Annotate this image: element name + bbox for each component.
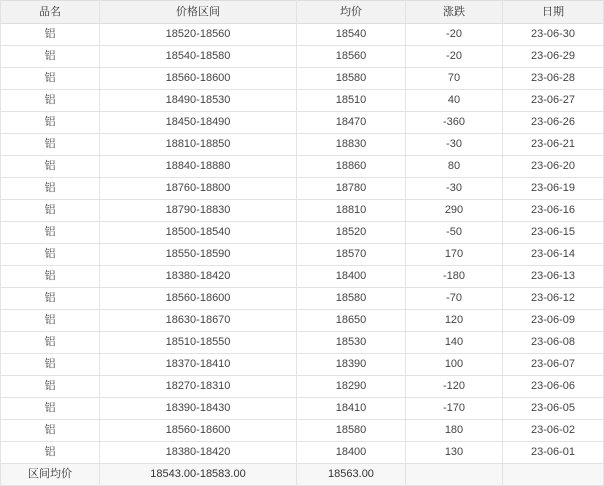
table-row xyxy=(1,244,604,266)
cell-date: 23-06-01 xyxy=(503,442,604,464)
cell-date: 23-06-30 xyxy=(503,24,604,46)
cell-avg: 18470 xyxy=(297,112,406,134)
cell-range: 18450-18490 xyxy=(100,112,297,134)
cell-change: -20 xyxy=(406,46,503,68)
cell-change: 290 xyxy=(406,200,503,222)
cell-avg: 18400 xyxy=(297,442,406,464)
table-header xyxy=(1,1,604,24)
cell-name: 铝 xyxy=(1,24,100,46)
cell-avg: 18580 xyxy=(297,420,406,442)
cell-avg: 18510 xyxy=(297,90,406,112)
cell-range: 18840-18880 xyxy=(100,156,297,178)
cell-avg: 18520 xyxy=(297,222,406,244)
cell-range: 18520-18560 xyxy=(100,24,297,46)
table-row xyxy=(1,156,604,178)
summary-range: 18543.00-18583.00 xyxy=(100,464,297,486)
table-row xyxy=(1,288,604,310)
cell-name: 铝 xyxy=(1,112,100,134)
cell-name: 铝 xyxy=(1,244,100,266)
cell-range: 18810-18850 xyxy=(100,134,297,156)
cell-range: 18540-18580 xyxy=(100,46,297,68)
cell-avg: 18390 xyxy=(297,354,406,376)
cell-avg: 18830 xyxy=(297,134,406,156)
cell-name: 铝 xyxy=(1,376,100,398)
cell-date: 23-06-09 xyxy=(503,310,604,332)
cell-date: 23-06-20 xyxy=(503,156,604,178)
cell-name: 铝 xyxy=(1,354,100,376)
table-row xyxy=(1,442,604,464)
cell-range: 18560-18600 xyxy=(100,288,297,310)
cell-avg: 18570 xyxy=(297,244,406,266)
column-header-range: 价格区间 xyxy=(100,1,297,24)
cell-avg: 18560 xyxy=(297,46,406,68)
cell-date: 23-06-27 xyxy=(503,90,604,112)
cell-range: 18560-18600 xyxy=(100,68,297,90)
cell-change: 80 xyxy=(406,156,503,178)
column-header-date: 日期 xyxy=(503,1,604,24)
cell-avg: 18780 xyxy=(297,178,406,200)
cell-range: 18560-18600 xyxy=(100,420,297,442)
cell-name: 铝 xyxy=(1,310,100,332)
cell-change: 140 xyxy=(406,332,503,354)
cell-name: 铝 xyxy=(1,398,100,420)
table-row xyxy=(1,178,604,200)
cell-date: 23-06-16 xyxy=(503,200,604,222)
cell-range: 18380-18420 xyxy=(100,442,297,464)
cell-change: 120 xyxy=(406,310,503,332)
cell-name: 铝 xyxy=(1,288,100,310)
cell-name: 铝 xyxy=(1,156,100,178)
cell-date: 23-06-12 xyxy=(503,288,604,310)
cell-change: 70 xyxy=(406,68,503,90)
cell-range: 18550-18590 xyxy=(100,244,297,266)
table-row xyxy=(1,222,604,244)
cell-date: 23-06-07 xyxy=(503,354,604,376)
cell-avg: 18810 xyxy=(297,200,406,222)
cell-change: -70 xyxy=(406,288,503,310)
cell-date: 23-06-02 xyxy=(503,420,604,442)
cell-avg: 18400 xyxy=(297,266,406,288)
cell-change: 40 xyxy=(406,90,503,112)
cell-range: 18790-18830 xyxy=(100,200,297,222)
cell-date: 23-06-28 xyxy=(503,68,604,90)
cell-avg: 18650 xyxy=(297,310,406,332)
table-header-row xyxy=(1,1,604,24)
cell-change: -180 xyxy=(406,266,503,288)
cell-range: 18630-18670 xyxy=(100,310,297,332)
table-row xyxy=(1,200,604,222)
cell-name: 铝 xyxy=(1,90,100,112)
cell-change: 100 xyxy=(406,354,503,376)
cell-avg: 18580 xyxy=(297,68,406,90)
cell-range: 18390-18430 xyxy=(100,398,297,420)
table-row xyxy=(1,68,604,90)
cell-name: 铝 xyxy=(1,222,100,244)
cell-change: -360 xyxy=(406,112,503,134)
table-row xyxy=(1,24,604,46)
cell-name: 铝 xyxy=(1,332,100,354)
cell-avg: 18530 xyxy=(297,332,406,354)
cell-range: 18760-18800 xyxy=(100,178,297,200)
table-row xyxy=(1,332,604,354)
table-row xyxy=(1,90,604,112)
cell-date: 23-06-19 xyxy=(503,178,604,200)
cell-range: 18270-18310 xyxy=(100,376,297,398)
cell-date: 23-06-06 xyxy=(503,376,604,398)
summary-avg: 18563.00 xyxy=(297,464,406,486)
table-row xyxy=(1,310,604,332)
cell-name: 铝 xyxy=(1,200,100,222)
table-row xyxy=(1,398,604,420)
cell-range: 18500-18540 xyxy=(100,222,297,244)
cell-change: -120 xyxy=(406,376,503,398)
summary-label: 区间均价 xyxy=(1,464,100,486)
table-row xyxy=(1,46,604,68)
cell-change: -30 xyxy=(406,134,503,156)
column-header-change: 涨跌 xyxy=(406,1,503,24)
table-row xyxy=(1,420,604,442)
cell-range: 18490-18530 xyxy=(100,90,297,112)
cell-name: 铝 xyxy=(1,442,100,464)
cell-date: 23-06-26 xyxy=(503,112,604,134)
cell-date: 23-06-05 xyxy=(503,398,604,420)
cell-change: 180 xyxy=(406,420,503,442)
cell-avg: 18580 xyxy=(297,288,406,310)
cell-avg: 18290 xyxy=(297,376,406,398)
cell-name: 铝 xyxy=(1,266,100,288)
cell-date: 23-06-15 xyxy=(503,222,604,244)
cell-name: 铝 xyxy=(1,134,100,156)
column-header-avg: 均价 xyxy=(297,1,406,24)
cell-range: 18370-18410 xyxy=(100,354,297,376)
summary-change xyxy=(406,464,503,486)
cell-name: 铝 xyxy=(1,68,100,90)
cell-range: 18380-18420 xyxy=(100,266,297,288)
cell-date: 23-06-21 xyxy=(503,134,604,156)
cell-name: 铝 xyxy=(1,420,100,442)
cell-avg: 18860 xyxy=(297,156,406,178)
summary-row xyxy=(1,464,604,486)
cell-name: 铝 xyxy=(1,46,100,68)
cell-avg: 18410 xyxy=(297,398,406,420)
cell-change: 170 xyxy=(406,244,503,266)
table-row xyxy=(1,354,604,376)
table-row xyxy=(1,266,604,288)
summary-date xyxy=(503,464,604,486)
cell-change: -170 xyxy=(406,398,503,420)
cell-change: 130 xyxy=(406,442,503,464)
table-row xyxy=(1,112,604,134)
table-row xyxy=(1,134,604,156)
cell-date: 23-06-29 xyxy=(503,46,604,68)
table-row xyxy=(1,376,604,398)
cell-range: 18510-18550 xyxy=(100,332,297,354)
cell-name: 铝 xyxy=(1,178,100,200)
cell-date: 23-06-13 xyxy=(503,266,604,288)
cell-change: -20 xyxy=(406,24,503,46)
cell-change: -30 xyxy=(406,178,503,200)
cell-date: 23-06-14 xyxy=(503,244,604,266)
cell-avg: 18540 xyxy=(297,24,406,46)
cell-date: 23-06-08 xyxy=(503,332,604,354)
column-header-name: 品名 xyxy=(1,1,100,24)
cell-change: -50 xyxy=(406,222,503,244)
table-body xyxy=(1,24,604,486)
